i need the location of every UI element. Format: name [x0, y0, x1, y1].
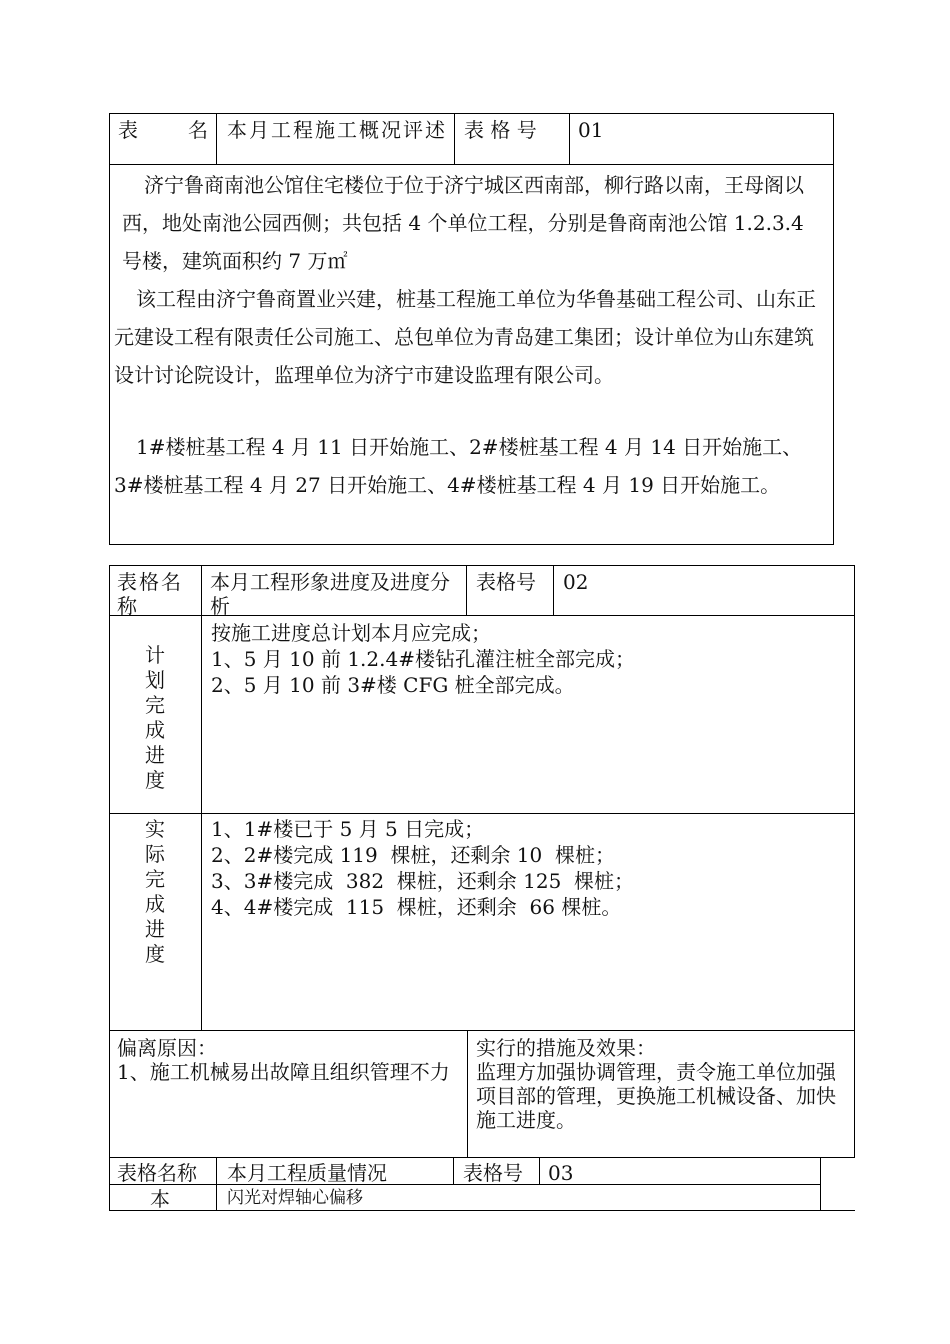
- table2-plan-line-2: 1、5 月 10 前 1.2.4#楼钻孔灌注桩全部完成；: [211, 647, 635, 671]
- actual-label-char: 成: [145, 892, 165, 916]
- plan-label-char: 完: [145, 693, 165, 717]
- table2-actual-line-2: 2、2#楼完成 119 棵桩，还剩余 10 棵桩；: [211, 843, 615, 867]
- table3-top-border: [109, 1157, 855, 1158]
- actual-label-char: 际: [145, 842, 165, 866]
- plan-label-char: 度: [145, 768, 165, 792]
- plan-label-char: 计: [145, 643, 165, 667]
- table2-title-col-divider: [466, 565, 467, 615]
- table1-label-biao: 表: [118, 118, 138, 142]
- table2-actual-line-1: 1、1#楼已于 5 月 5 日完成；: [211, 817, 485, 841]
- table3-label-col-divider: [216, 1157, 217, 1211]
- table1-number-label: 表 格 号: [464, 118, 537, 142]
- table2-plan-label: [109, 643, 201, 793]
- table2-measures-text: 监理方加强协调管理，责令施工单位加强项目部的管理，更换施工机械设备、加快施工进度。: [476, 1060, 836, 1132]
- table3-right-border: [820, 1157, 821, 1211]
- table2-measures-title: 实行的措施及效果：: [476, 1036, 656, 1060]
- table2-number-label: 表格号: [476, 570, 536, 594]
- table1-paragraph-3: 1#楼桩基工程 4 月 11 日开始施工、2#楼桩基工程 4 月 14 日开始施工、3#楼桩基工程 4 月 27 日开始施工、4#楼桩基工程 4 月 19 日开始施工。: [114, 435, 803, 497]
- table2-deviation-title: 偏离原因：: [117, 1036, 217, 1060]
- plan-label-char: 划: [145, 668, 165, 692]
- table2-plan-line-3: 2、5 月 10 前 3#楼 CFG 桩全部完成。: [211, 673, 575, 697]
- table3-title: 本月工程质量情况: [227, 1161, 387, 1185]
- table1-title: 本月工程施工概况评述: [227, 118, 447, 142]
- table2-actual-line-3: 3、3#楼完成 382 棵桩，还剩余 125 棵桩；: [211, 869, 635, 893]
- table1-label-ming: 名: [188, 118, 208, 142]
- table1-col-divider-3: [569, 113, 570, 165]
- table2-label-col-divider: [201, 565, 202, 1030]
- plan-label-char: 成: [145, 718, 165, 742]
- table2-bottom-col-divider: [467, 1030, 468, 1157]
- table1-number: 01: [578, 118, 604, 142]
- table2-actual-line-4: 4、4#楼完成 115 棵桩，还剩余 66 棵桩。: [211, 895, 622, 919]
- actual-label-char: 度: [145, 942, 165, 966]
- table2-title: 本月工程形象进度及进度分析: [210, 570, 450, 618]
- table2-plan-line-1: 按施工进度总计划本月应完成；: [211, 621, 491, 645]
- table3-number-col-divider: [539, 1157, 540, 1184]
- table2-number: 02: [563, 570, 589, 594]
- table2-actual-label: [109, 817, 201, 967]
- table3-bottom-border: [109, 1210, 855, 1211]
- plan-label-char: 进: [145, 743, 165, 767]
- table3-left-border: [109, 1157, 110, 1211]
- table2-actual-divider: [109, 1030, 855, 1031]
- table2-plan-divider: [109, 813, 855, 814]
- table3-row-text: 闪光对焊轴心偏移: [227, 1188, 363, 1208]
- table1-paragraph-1: 济宁鲁商南池公馆住宅楼位于位于济宁城区西南部，柳行路以南，王母阁以西，地处南池公园西侧；共包括 4 个单位工程，分别是鲁商南池公馆 1.2.3.4 号楼，建筑面积约 7 万㎡: [122, 173, 804, 273]
- table1-col-divider-2: [454, 113, 455, 165]
- actual-label-char: 实: [145, 817, 165, 841]
- table3-name-label: 表格名称: [117, 1161, 197, 1185]
- table2-deviation-text: 1、施工机械易出故障且组织管理不力: [117, 1060, 450, 1084]
- table1-header-divider: [109, 164, 834, 165]
- table1-paragraph-2: 该工程由济宁鲁商置业兴建，桩基工程施工单位为华鲁基础工程公司、山东正元建设工程有限责任公司施工、总包单位为青岛建工集团；设计单位为山东建筑设计讨论院设计，监理单位为济宁市建设监理有限公司。: [114, 287, 816, 387]
- actual-label-char: 完: [145, 867, 165, 891]
- table2-number-col-divider: [553, 565, 554, 615]
- actual-label-char: 进: [145, 917, 165, 941]
- table3-row-label: 本: [150, 1187, 170, 1211]
- table3-number-label: 表格号: [463, 1161, 523, 1185]
- table1-col-divider-1: [216, 113, 217, 165]
- table3-number: 03: [548, 1161, 574, 1185]
- table3-title-col-divider: [453, 1157, 454, 1184]
- table2-name-label: 表格名称: [117, 570, 183, 618]
